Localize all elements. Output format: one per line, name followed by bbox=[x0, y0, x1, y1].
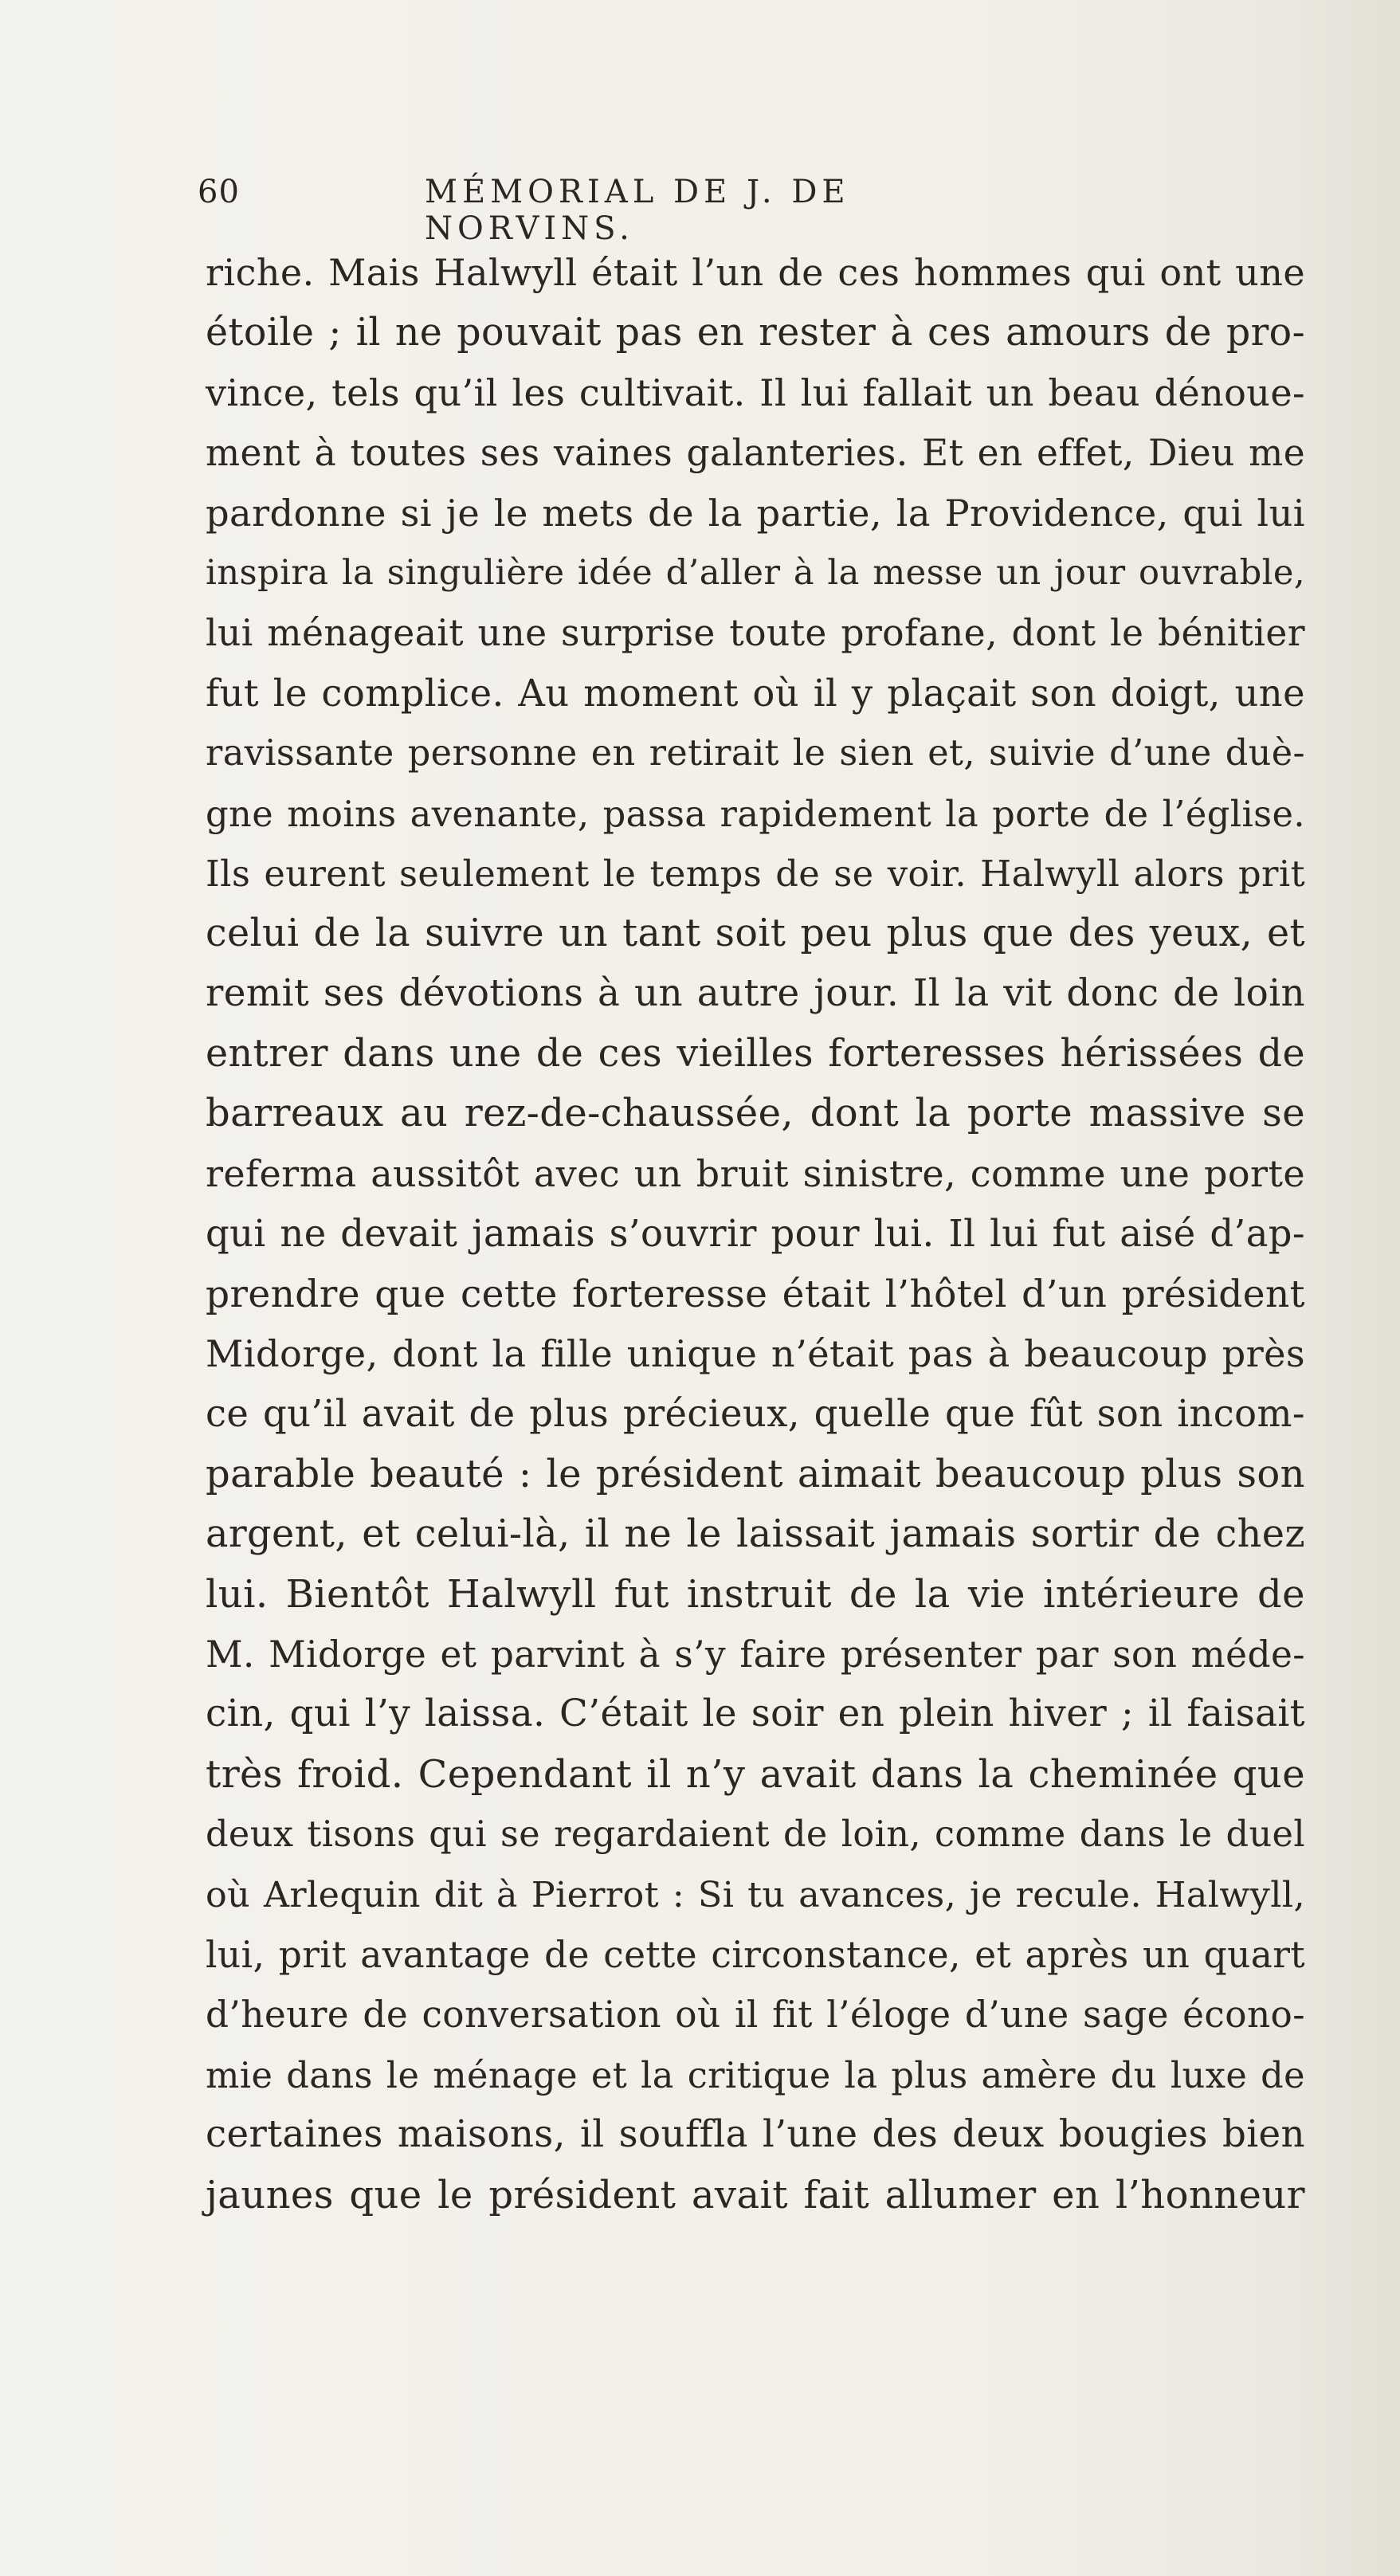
text-line: prendre que cette forteresse était l’hôtel d’un président bbox=[206, 1272, 1305, 1316]
text-line: qui ne devait jamais s’ouvrir pour lui. Il lui fut aisé d’ap- bbox=[206, 1212, 1305, 1256]
text-line: entrer dans une de ces vieilles forteresses hérissées de bbox=[206, 1032, 1305, 1076]
text-line: remit ses dévotions à un autre jour. Il la vit donc de loin bbox=[206, 971, 1305, 1015]
text-line: Ils eurent seulement le temps de se voir. Halwyll alors prit bbox=[206, 852, 1305, 895]
running-title: MÉMORIAL DE J. DE NORVINS. bbox=[425, 174, 850, 247]
text-line: certaines maisons, il souffla l’une des deux bougies bien bbox=[206, 2113, 1305, 2157]
text-line: argent, et celui-là, il ne le laissait jamais sortir de chez bbox=[206, 1512, 1305, 1557]
text-line: vince, tels qu’il les cultivait. Il lui fallait un beau dénoue- bbox=[206, 371, 1305, 414]
text-line: lui ménageait une surprise toute profane, dont le bénitier bbox=[206, 612, 1305, 655]
text-line: inspira la singulière idée d’aller à la messe un jour ouvrable, bbox=[206, 552, 1305, 593]
text-line: où Arlequin dit à Pierrot : Si tu avances, je recule. Halwyll, bbox=[206, 1874, 1305, 1915]
text-line: ment à toutes ses vaines galanteries. Et en effet, Dieu me bbox=[206, 432, 1305, 475]
text-line: celui de la suivre un tant soit peu plus que des yeux, et bbox=[206, 912, 1305, 956]
text-line: jaunes que le président avait fait allumer en l’honneur bbox=[206, 2172, 1305, 2217]
text-line: étoile ; il ne pouvait pas en rester à ces amours de pro- bbox=[206, 311, 1305, 355]
text-line: ravissante personne en retirait le sien et, suivie d’une duè- bbox=[206, 732, 1305, 774]
text-line: lui. Bientôt Halwyll fut instruit de la vie intérieure de bbox=[206, 1571, 1305, 1617]
text-line: referma aussitôt avec un bruit sinistre, comme une porte bbox=[206, 1151, 1305, 1195]
text-line: d’heure de conversation où il fit l’éloge d’une sage écono- bbox=[206, 1994, 1305, 2037]
text-line: très froid. Cependant il n’y avait dans la cheminée que bbox=[206, 1751, 1305, 1797]
text-line: mie dans le ménage et la critique la plus amère du luxe de bbox=[206, 2053, 1305, 2096]
body-text bbox=[206, 243, 1305, 2225]
text-line: deux tisons qui se regardaient de loin, comme dans le duel bbox=[206, 1813, 1305, 1856]
page-header bbox=[198, 174, 1074, 247]
text-line: gne moins avenante, passa rapidement la porte de l’église. bbox=[206, 792, 1305, 835]
text-line: ce qu’il avait de plus précieux, quelle que fût son incom- bbox=[206, 1392, 1305, 1436]
text-line: parable beauté : le président aimait beaucoup plus son bbox=[206, 1451, 1305, 1496]
page-number: 60 bbox=[198, 174, 240, 210]
text-line: fut le complice. Au moment où il y plaçait son doigt, une bbox=[206, 671, 1305, 715]
text-line: Midorge, dont la fille unique n’était pas à beaucoup près bbox=[206, 1332, 1305, 1376]
text-line: riche. Mais Halwyll était l’un de ces hommes qui ont une bbox=[206, 251, 1305, 294]
text-line: M. Midorge et parvint à s’y faire présenter par son méde- bbox=[206, 1633, 1305, 1676]
text-line: cin, qui l’y laissa. C’était le soir en plein hiver ; il faisait bbox=[206, 1692, 1305, 1736]
text-line: lui, prit avantage de cette circonstance, et après un quart bbox=[206, 1933, 1305, 1976]
text-line: barreaux au rez-de-chaussée, dont la porte massive se bbox=[206, 1091, 1305, 1136]
text-line: pardonne si je le mets de la partie, la Providence, qui lui bbox=[206, 491, 1305, 535]
